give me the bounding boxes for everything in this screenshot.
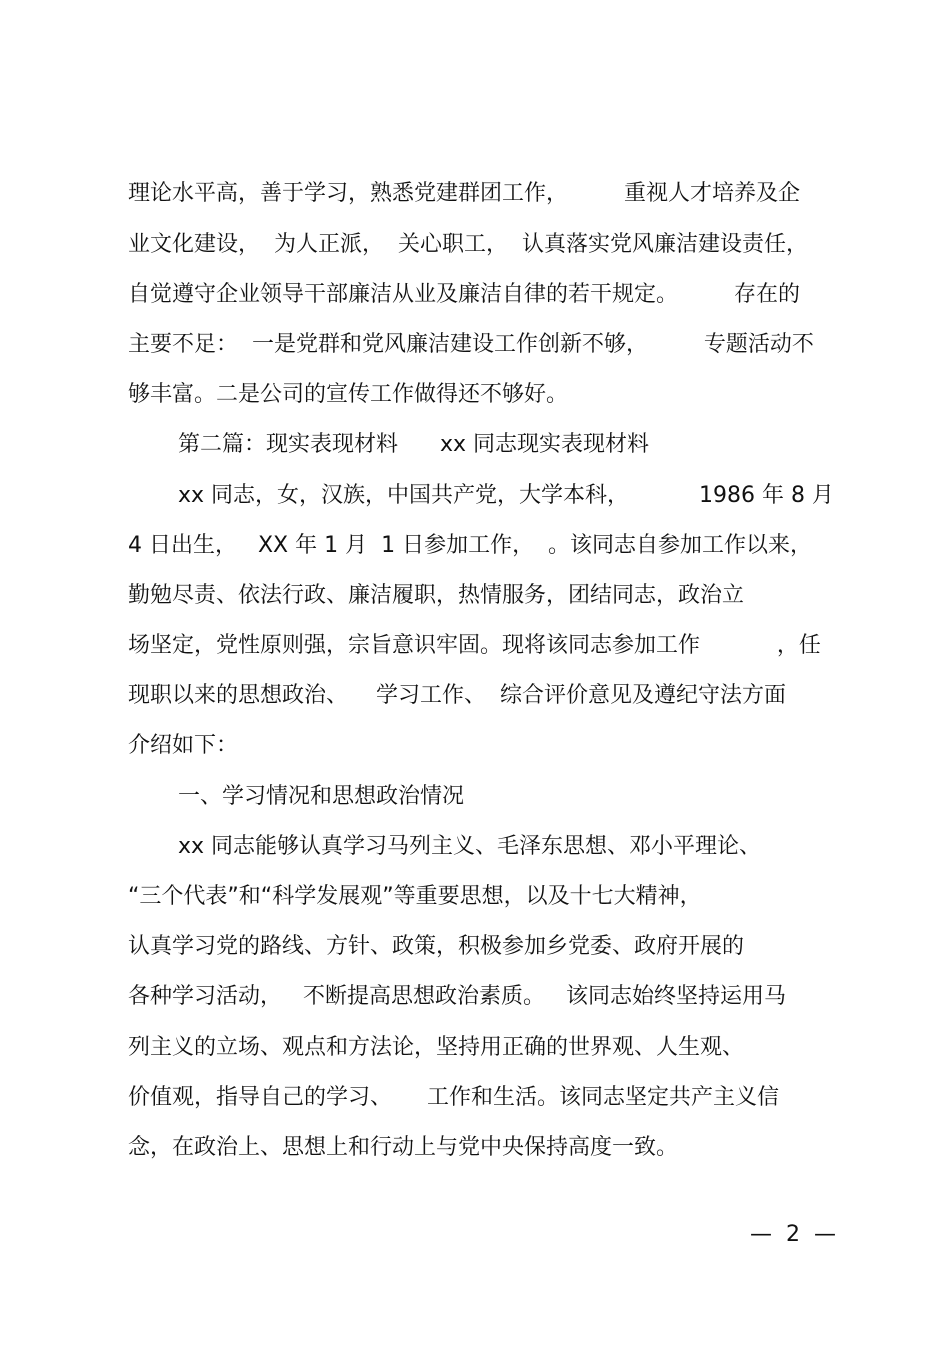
paragraph-line: 各种学习活动， 不断提高思想政治素质。 该同志始终坚持运用马: [128, 984, 786, 1009]
paragraph-line: 够丰富。二是公司的宣传工作做得还不够好。: [128, 382, 569, 407]
paragraph-line: 场坚定，党性原则强，宗旨意识牢固。现将该同志参加工作 ，任: [128, 633, 821, 658]
paragraph-line: xx 同志能够认真学习马列主义、毛泽东思想、邓小平理论、: [178, 834, 762, 859]
paragraph-line: 主要不足： 一是党群和党风廉洁建设工作创新不够， 专题活动不: [128, 332, 814, 357]
paragraph-line: 介绍如下：: [128, 733, 239, 758]
paragraph-line: 念，在政治上、思想上和行动上与党中央保持高度一致。: [128, 1135, 679, 1160]
paragraph-line: “三个代表”和“科学发展观”等重要思想，以及十七大精神，: [128, 884, 702, 909]
section-heading: 一、学习情况和思想政治情况: [178, 784, 465, 809]
paragraph-line: 价值观，指导自己的学习、 工作和生活。该同志坚定共产主义信: [128, 1085, 779, 1110]
paragraph-line: 现职以来的思想政治、 学习工作、 综合评价意见及遵纪守法方面: [128, 683, 786, 708]
page-number: — 2 —: [750, 1222, 836, 1247]
paragraph-line: 业文化建设， 为人正派， 关心职工， 认真落实党风廉洁建设责任，: [128, 232, 808, 257]
paragraph-line: 理论水平高，善于学习，熟悉党建群团工作， 重视人才培养及企: [128, 181, 800, 206]
section-heading: 第二篇：现实表现材料 xx 同志现实表现材料: [178, 432, 649, 457]
paragraph-line: 勤勉尽责、依法行政、廉洁履职，热情服务，团结同志，政治立: [128, 583, 745, 608]
paragraph-line: 列主义的立场、观点和方法论，坚持用正确的世界观、人生观、: [128, 1035, 745, 1060]
paragraph-line: 4 日出生， XX 年 1 月 1 日参加工作， 。该同志自参加工作以来，: [128, 533, 813, 558]
paragraph-line: 自觉遵守企业领导干部廉洁从业及廉洁自律的若干规定。 存在的: [128, 282, 800, 307]
paragraph-line: xx 同志，女，汉族，中国共产党，大学本科， 1986 年 8 月: [178, 483, 834, 508]
paragraph-line: 认真学习党的路线、方针、政策，积极参加乡党委、政府开展的: [128, 934, 745, 959]
